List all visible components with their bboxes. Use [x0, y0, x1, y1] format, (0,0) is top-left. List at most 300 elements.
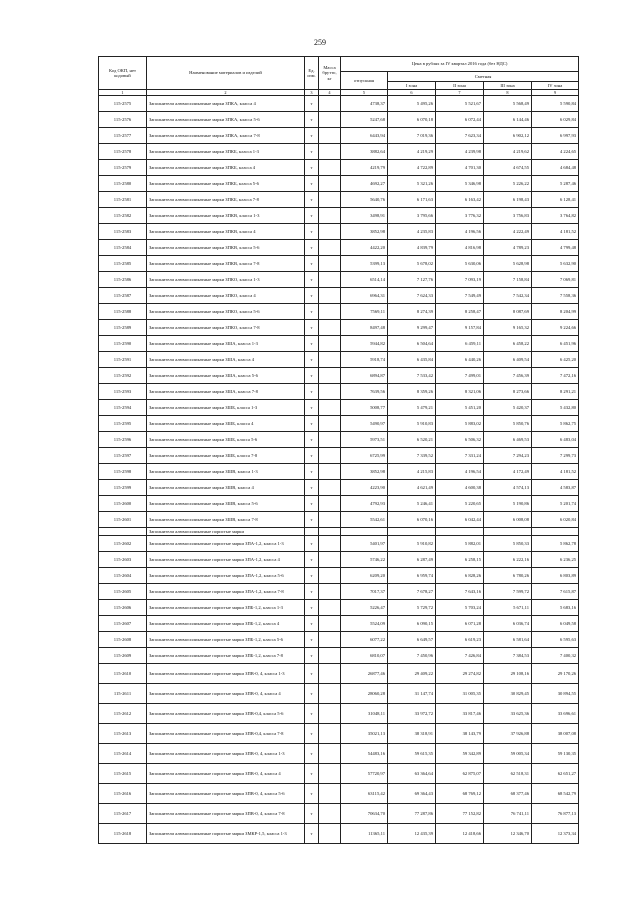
item-code: 115-2579 [99, 160, 147, 176]
item-zone-4: 5 683,16 [532, 600, 579, 616]
item-zone-4: 4 799,48 [532, 240, 579, 256]
item-mass [319, 208, 341, 224]
item-unit: т [305, 632, 319, 648]
item-zone-1: 5 321,26 [388, 176, 436, 192]
item-mass [319, 584, 341, 600]
item-unit: т [305, 128, 319, 144]
item-zone-4: 59 130,35 [532, 744, 579, 764]
item-zone-3: 4 219,62 [484, 144, 532, 160]
item-code: 115-2591 [99, 352, 147, 368]
item-zone-4: 6 049,58 [532, 616, 579, 632]
item-zone-3: 5 850,76 [484, 416, 532, 432]
table-row [99, 632, 579, 648]
item-zone-1: 4 621,49 [388, 480, 436, 496]
item-name: Заполнители алюмосиликатные марки ЗШБ, класса 4 [147, 416, 305, 432]
item-unit: т [305, 272, 319, 288]
item-mass [319, 192, 341, 208]
item-unit: т [305, 416, 319, 432]
item-name: Заполнители алюмосиликатные марки ЗШВ, класса 1-3 [147, 464, 305, 480]
item-zone-2: 5 346,98 [436, 176, 484, 192]
item-unit: т [305, 352, 319, 368]
item-zone-4: 5 201,74 [532, 496, 579, 512]
item-price: 35021,13 [341, 724, 388, 744]
item-zone-2: 4 600,38 [436, 480, 484, 496]
item-zone-3: 12 346,70 [484, 824, 532, 844]
item-zone-2: 12 418,66 [436, 824, 484, 844]
item-zone-4: 9 224,66 [532, 320, 579, 336]
item-code: 115-2587 [99, 288, 147, 304]
item-zone-3: 8 087,69 [484, 304, 532, 320]
item-zone-4: 5 862,75 [532, 416, 579, 432]
item-code: 115-2585 [99, 256, 147, 272]
item-price: 4738,37 [341, 96, 388, 112]
column-number: 1 [99, 90, 147, 96]
item-price: 57720,97 [341, 764, 388, 784]
item-zone-1: 7 450,96 [388, 648, 436, 664]
table-cell [532, 528, 579, 536]
item-zone-1: 31 147,74 [388, 684, 436, 704]
item-price: 28060,28 [341, 684, 388, 704]
item-zone-3: 6 198,43 [484, 192, 532, 208]
item-price: 5008,77 [341, 400, 388, 416]
item-zone-4: 12 373,34 [532, 824, 579, 844]
item-unit: т [305, 208, 319, 224]
table-row [99, 240, 579, 256]
table-cell [436, 528, 484, 536]
item-zone-4: 5 632,90 [532, 256, 579, 272]
item-unit: т [305, 496, 319, 512]
item-zone-1: 9 299,47 [388, 320, 436, 336]
item-zone-3: 30 829,45 [484, 684, 532, 704]
item-price: 4692,27 [341, 176, 388, 192]
item-unit: т [305, 704, 319, 724]
item-zone-1: 8 274,39 [388, 304, 436, 320]
item-name: Заполнители алюмосиликатные пористые марки ЗПВ-0, 4, класса 4 [147, 764, 305, 784]
item-code: 115-2604 [99, 568, 147, 584]
item-price: 5226,47 [341, 600, 388, 616]
item-zone-3: 6 469,53 [484, 432, 532, 448]
item-mass [319, 368, 341, 384]
item-name: Заполнители алюмосиликатные пористые марки ЗПВ-0, 4, класса 5-6 [147, 784, 305, 804]
item-zone-4: 5 287,46 [532, 176, 579, 192]
item-zone-2: 6 072,44 [436, 112, 484, 128]
item-name: Заполнители алюмосиликатные марки ЗПКО, класса 5-6 [147, 304, 305, 320]
item-price: 7017,37 [341, 584, 388, 600]
header-mass: Масса брутто, кг [319, 57, 341, 90]
item-price: 7569,11 [341, 304, 388, 320]
header-zone-4: IV зона [532, 82, 579, 90]
item-zone-3: 59 005,34 [484, 744, 532, 764]
item-zone-4: 30 894,55 [532, 684, 579, 704]
item-unit: т [305, 824, 319, 844]
item-mass [319, 464, 341, 480]
item-price: 70634,70 [341, 804, 388, 824]
header-estimate: Сметная [388, 72, 579, 82]
item-code: 115-2584 [99, 240, 147, 256]
item-unit: т [305, 192, 319, 208]
item-unit: т [305, 112, 319, 128]
item-mass [319, 600, 341, 616]
item-zone-2: 7 549,49 [436, 288, 484, 304]
item-name: Заполнители алюмосиликатные марки ЗПКБ, класса 4 [147, 160, 305, 176]
item-price: 5247,68 [341, 112, 388, 128]
item-zone-2: 68 769,12 [436, 784, 484, 804]
header-zone-3: III зона [484, 82, 532, 90]
item-zone-3: 6 008,08 [484, 512, 532, 528]
item-zone-3: 6 581,64 [484, 632, 532, 648]
item-price: 63115,42 [341, 784, 388, 804]
column-number: 4 [319, 90, 341, 96]
item-zone-1: 33 972,72 [388, 704, 436, 724]
item-price: 5399,13 [341, 256, 388, 272]
item-code: 115-2589 [99, 320, 147, 336]
item-mass [319, 400, 341, 416]
item-mass [319, 648, 341, 664]
item-unit: т [305, 684, 319, 704]
item-mass [319, 240, 341, 256]
table-cell [484, 528, 532, 536]
item-zone-3: 6 222,16 [484, 552, 532, 568]
item-price: 31048,11 [341, 704, 388, 724]
item-zone-2: 4 196,56 [436, 224, 484, 240]
item-zone-1: 5 910,82 [388, 536, 436, 552]
item-zone-2: 5 521,67 [436, 96, 484, 112]
item-zone-2: 8 321,06 [436, 384, 484, 400]
item-zone-2: 31 005,35 [436, 684, 484, 704]
table-row [99, 368, 579, 384]
table-row [99, 176, 579, 192]
table-row [99, 616, 579, 632]
item-name: Заполнители алюмосиликатные марки ЗШВ, класса 5-6 [147, 496, 305, 512]
item-name: Заполнители алюмосиликатные пористые марки ЗПВ-0,4, класса 5-6 [147, 704, 305, 724]
item-mass [319, 764, 341, 784]
item-mass [319, 744, 341, 764]
item-name: Заполнители алюмосиликатные марки ЗПКВ, класса 5-6 [147, 240, 305, 256]
item-mass [319, 224, 341, 240]
item-price: 5542,61 [341, 512, 388, 528]
item-name: Заполнители алюмосиликатные марки ЗПКВ, класса 4 [147, 224, 305, 240]
item-mass [319, 704, 341, 724]
item-zone-4: 5 862,78 [532, 536, 579, 552]
item-zone-3: 7 456,39 [484, 368, 532, 384]
table-row [99, 512, 579, 528]
item-zone-4: 62 651,27 [532, 764, 579, 784]
item-zone-3: 62 518,31 [484, 764, 532, 784]
item-zone-4: 7 069,81 [532, 272, 579, 288]
item-zone-1: 6 070,18 [388, 112, 436, 128]
item-mass [319, 176, 341, 192]
item-name: Заполнители алюмосиликатные марки ЗПКВ, класса 1-3 [147, 208, 305, 224]
table-row [99, 128, 579, 144]
item-unit: т [305, 336, 319, 352]
table-row [99, 464, 579, 480]
item-unit: т [305, 480, 319, 496]
item-zone-1: 5 910,83 [388, 416, 436, 432]
item-unit: т [305, 784, 319, 804]
item-zone-4: 6 595,63 [532, 632, 579, 648]
column-number: 7 [436, 90, 484, 96]
item-zone-2: 33 817,46 [436, 704, 484, 724]
item-price: 3498,91 [341, 208, 388, 224]
item-price: 5490,97 [341, 416, 388, 432]
item-zone-1: 7 624,33 [388, 288, 436, 304]
item-price: 6514,14 [341, 272, 388, 288]
table-row [99, 764, 579, 784]
item-name: Заполнители алюмосиликатные марки ЗША, класса 7-8 [147, 384, 305, 400]
item-mass [319, 824, 341, 844]
item-name: Заполнители алюмосиликатные пористые марки ЗПБ-1,2, класса 4 [147, 616, 305, 632]
item-name: Заполнители алюмосиликатные марки ЗШВ, класса 4 [147, 480, 305, 496]
page-number: 259 [314, 38, 326, 47]
column-number: 8 [484, 90, 532, 96]
item-price: 6209,20 [341, 568, 388, 584]
item-price: 4422,20 [341, 240, 388, 256]
item-price: 8497,48 [341, 320, 388, 336]
item-zone-1: 4 235,83 [388, 224, 436, 240]
item-zone-1: 63 364,64 [388, 764, 436, 784]
item-code: 115-2609 [99, 648, 147, 664]
item-zone-2: 3 776,32 [436, 208, 484, 224]
item-price: 4223,90 [341, 480, 388, 496]
table-row [99, 536, 579, 552]
table-row [99, 600, 579, 616]
item-mass [319, 568, 341, 584]
table-row [99, 568, 579, 584]
item-price: 3852,98 [341, 224, 388, 240]
item-zone-3: 6 780,26 [484, 568, 532, 584]
item-unit: т [305, 648, 319, 664]
item-name: Заполнители алюмосиликатные марки ЗШБ, класса 7-8 [147, 448, 305, 464]
column-number: 6 [388, 90, 436, 96]
item-unit: т [305, 400, 319, 416]
item-zone-2: 6 459,11 [436, 336, 484, 352]
item-zone-4: 4 684,48 [532, 160, 579, 176]
item-zone-4: 7 472,16 [532, 368, 579, 384]
item-unit: т [305, 664, 319, 684]
item-zone-2: 4 701,30 [436, 160, 484, 176]
item-zone-1: 3 795,66 [388, 208, 436, 224]
item-price: 5401,97 [341, 536, 388, 552]
item-mass [319, 784, 341, 804]
item-zone-2: 6 619,23 [436, 632, 484, 648]
item-zone-1: 6 287,49 [388, 552, 436, 568]
item-code: 115-2612 [99, 704, 147, 724]
item-zone-4: 6 128,41 [532, 192, 579, 208]
item-zone-1: 38 318,91 [388, 724, 436, 744]
item-zone-4: 6 483,04 [532, 432, 579, 448]
item-code: 115-2594 [99, 400, 147, 416]
item-zone-4: 7 615,87 [532, 584, 579, 600]
table-cell [319, 528, 341, 536]
item-mass [319, 496, 341, 512]
item-zone-1: 6 435,84 [388, 352, 436, 368]
item-zone-2: 7 499,01 [436, 368, 484, 384]
item-code: 115-2577 [99, 128, 147, 144]
item-zone-3: 4 574,13 [484, 480, 532, 496]
item-unit: т [305, 240, 319, 256]
table-row [99, 288, 579, 304]
item-name: Заполнители алюмосиликатные марки ЗША, класса 5-6 [147, 368, 305, 384]
table-row [99, 304, 579, 320]
table-row [99, 704, 579, 724]
item-zone-4: 4 181,52 [532, 464, 579, 480]
item-zone-1: 6 090,15 [388, 616, 436, 632]
item-zone-2: 5 703,24 [436, 600, 484, 616]
item-code: 115-2599 [99, 480, 147, 496]
item-zone-2: 7 623,34 [436, 128, 484, 144]
table-body [99, 96, 579, 844]
item-code: 115-2582 [99, 208, 147, 224]
item-name: Заполнители алюмосиликатные марки ЗПКО, класса 1-3 [147, 272, 305, 288]
item-mass [319, 352, 341, 368]
table-row [99, 664, 579, 684]
item-zone-4: 76 877,13 [532, 804, 579, 824]
item-price: 5746,22 [341, 552, 388, 568]
item-name: Заполнители алюмосиликатные пористые марки ЗПБ-1,2, класса 1-3 [147, 600, 305, 616]
item-zone-2: 5 220,65 [436, 496, 484, 512]
item-code: 115-2578 [99, 144, 147, 160]
item-zone-1: 7 127,76 [388, 272, 436, 288]
item-name: Заполнители алюмосиликатные марки ЗПКО, класса 4 [147, 288, 305, 304]
item-price: 5640,76 [341, 192, 388, 208]
item-zone-4: 6 236,25 [532, 552, 579, 568]
item-zone-4: 6 997,93 [532, 128, 579, 144]
item-zone-2: 6 258,15 [436, 552, 484, 568]
item-code: 115-2593 [99, 384, 147, 400]
item-zone-1: 4 722,89 [388, 160, 436, 176]
item-unit: т [305, 464, 319, 480]
item-zone-4: 6 020,84 [532, 512, 579, 528]
item-zone-2: 6 506,32 [436, 432, 484, 448]
item-zone-4: 6 029,84 [532, 112, 579, 128]
item-name: Заполнители алюмосиликатные пористые марки ЗПБ-1,2, класса 7-8 [147, 648, 305, 664]
item-mass [319, 512, 341, 528]
item-code: 115-2598 [99, 464, 147, 480]
item-zone-4: 7 400,32 [532, 648, 579, 664]
item-price: 5944,82 [341, 336, 388, 352]
item-name: Заполнители алюмосиликатные марки ЗПКА, класса 4 [147, 96, 305, 112]
item-name: Заполнители алюмосиликатные пористые марки ЗПВ-0, 4, класса 4 [147, 684, 305, 704]
item-name: Заполнители алюмосиликатные пористые марки ЗПБ-1,2, класса 5-6 [147, 632, 305, 648]
item-zone-4: 7 558,36 [532, 288, 579, 304]
item-zone-1: 59 615,35 [388, 744, 436, 764]
item-mass [319, 384, 341, 400]
column-number: 3 [305, 90, 319, 96]
item-unit: т [305, 512, 319, 528]
item-unit: т [305, 552, 319, 568]
item-zone-1: 5 246,41 [388, 496, 436, 512]
header-name: Наименование материалов и изделий [147, 57, 305, 90]
item-zone-3: 8 273,66 [484, 384, 532, 400]
item-zone-1: 6 070,16 [388, 512, 436, 528]
item-unit: т [305, 256, 319, 272]
item-zone-1: 6 171,63 [388, 192, 436, 208]
item-zone-3: 6 458,22 [484, 336, 532, 352]
item-zone-4: 8 204,99 [532, 304, 579, 320]
item-zone-3: 6 144,46 [484, 112, 532, 128]
item-code: 115-2617 [99, 804, 147, 824]
item-zone-3: 29 108,16 [484, 664, 532, 684]
table-row [99, 384, 579, 400]
item-zone-3: 7 599,72 [484, 584, 532, 600]
item-zone-4: 5 590,84 [532, 96, 579, 112]
item-code: 115-2581 [99, 192, 147, 208]
item-mass [319, 432, 341, 448]
item-mass [319, 272, 341, 288]
header-zone-1: I зона [388, 82, 436, 90]
item-zone-2: 5 882,01 [436, 536, 484, 552]
item-zone-1: 4 215,83 [388, 464, 436, 480]
item-name: Заполнители алюмосиликатные пористые марки ЗПА-1,2, класса 5-6 [147, 568, 305, 584]
item-name: Заполнители алюмосиликатные марки ЗПКО, класса 7-8 [147, 320, 305, 336]
item-unit: т [305, 176, 319, 192]
item-zone-1: 29 409,22 [388, 664, 436, 684]
item-name: Заполнители алюмосиликатные марки ЗШБ, класса 5-6 [147, 432, 305, 448]
item-name: Заполнители алюмосиликатные пористые марки ЗПА-1,2, класса 4 [147, 552, 305, 568]
item-zone-4: 4 181,52 [532, 224, 579, 240]
item-zone-2: 6 042,44 [436, 512, 484, 528]
item-price: 5973,51 [341, 432, 388, 448]
item-zone-1: 6 504,64 [388, 336, 436, 352]
item-zone-3: 7 542,34 [484, 288, 532, 304]
table-cell [305, 528, 319, 536]
item-unit: т [305, 616, 319, 632]
item-price: 6964,31 [341, 288, 388, 304]
item-zone-3: 37 926,88 [484, 724, 532, 744]
item-price: 6810,07 [341, 648, 388, 664]
item-zone-1: 69 364,43 [388, 784, 436, 804]
table-cell [341, 528, 388, 536]
column-number: 2 [147, 90, 305, 96]
table-row [99, 400, 579, 416]
table-row [99, 684, 579, 704]
item-zone-3: 7 158,84 [484, 272, 532, 288]
item-code: 115-2592 [99, 368, 147, 384]
item-code: 115-2576 [99, 112, 147, 128]
item-zone-4: 6 451,96 [532, 336, 579, 352]
table-row [99, 160, 579, 176]
item-mass [319, 536, 341, 552]
item-zone-3: 5 671,11 [484, 600, 532, 616]
table-row [99, 320, 579, 336]
item-zone-2: 7 331,24 [436, 448, 484, 464]
item-zone-2: 7 426,84 [436, 648, 484, 664]
item-mass [319, 664, 341, 684]
item-code: 115-2583 [99, 224, 147, 240]
item-zone-2: 7 093,19 [436, 272, 484, 288]
item-unit: т [305, 432, 319, 448]
header-zone-2: II зона [436, 82, 484, 90]
item-unit: т [305, 368, 319, 384]
table-row [99, 584, 579, 600]
item-zone-1: 4 219,29 [388, 144, 436, 160]
item-mass [319, 336, 341, 352]
item-unit: т [305, 584, 319, 600]
column-number: 5 [341, 90, 388, 96]
item-name: Заполнители алюмосиликатные марки ЗПКБ, класса 1-3 [147, 144, 305, 160]
item-unit: т [305, 224, 319, 240]
item-zone-3: 9 165,32 [484, 320, 532, 336]
item-unit: т [305, 448, 319, 464]
item-mass [319, 144, 341, 160]
item-name: Заполнители алюмосиликатные пористые марки ЗПВ-0, 4, класса 1-3 [147, 744, 305, 764]
item-zone-2: 38 143,79 [436, 724, 484, 744]
item-name: Заполнители алюмосиликатные марки ЗША, класса 4 [147, 352, 305, 368]
item-mass [319, 256, 341, 272]
item-code: 115-2597 [99, 448, 147, 464]
item-price: 6443,94 [341, 128, 388, 144]
item-code: 115-2601 [99, 512, 147, 528]
